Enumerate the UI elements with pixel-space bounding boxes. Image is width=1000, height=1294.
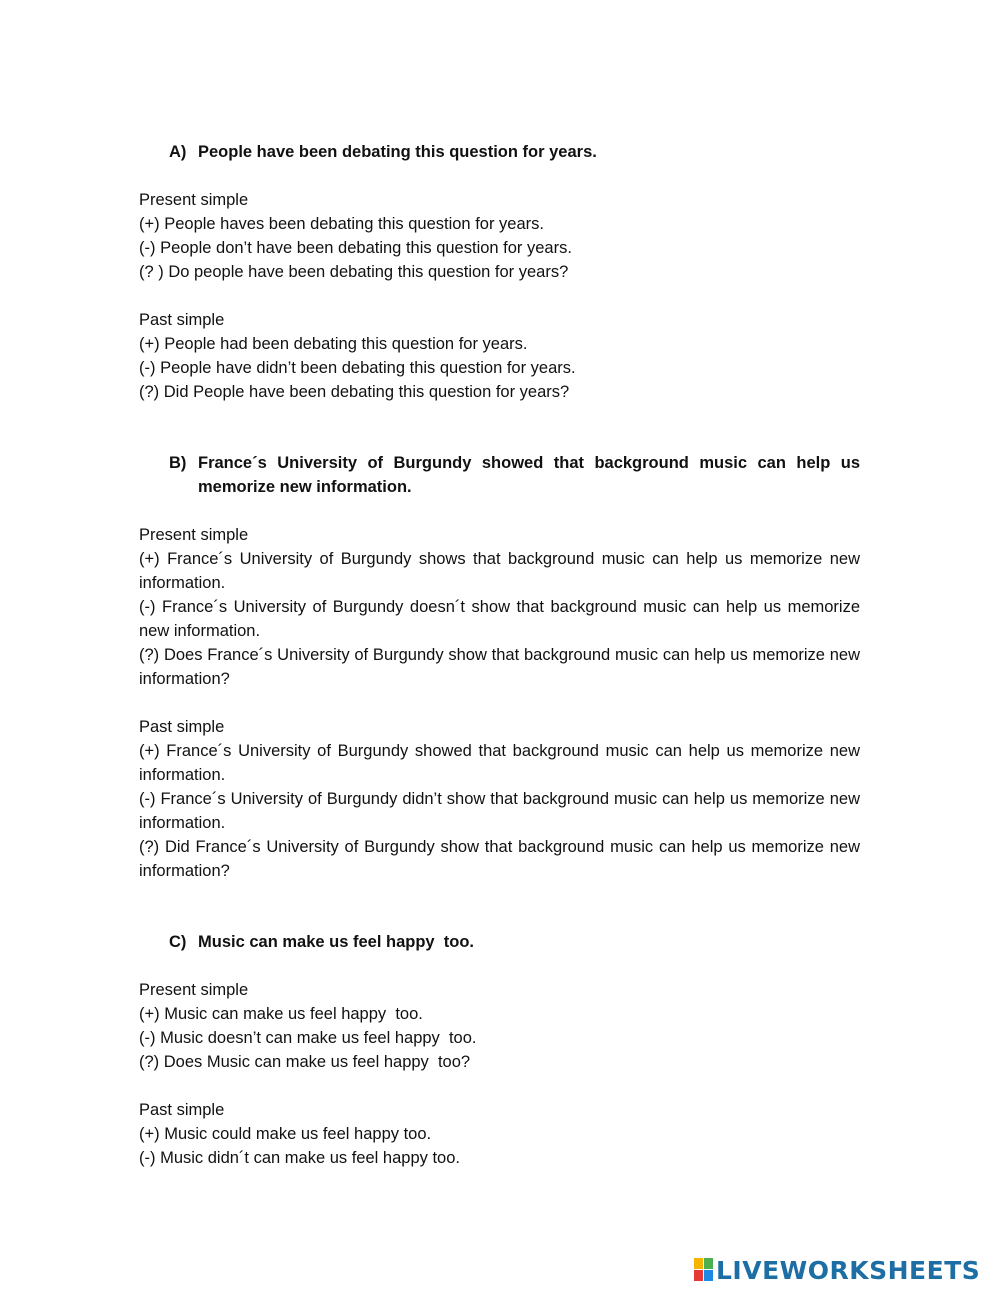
section-c-letter: C) — [169, 933, 187, 951]
sentence-line: (?) Does France´s University of Burgundy show that background music can help us memorize new information? — [139, 646, 860, 688]
section-b-title: France´s University of Burgundy showed that background music can help us memorize new information. — [198, 454, 860, 496]
group-label: Present simple — [139, 191, 249, 209]
sentence-line: (+) France´s University of Burgundy shows that background music can help us memorize new information. — [139, 550, 860, 592]
sentence-line: (?) Did France´s University of Burgundy show that background music can help us memorize new information? — [139, 838, 860, 880]
section-a-letter: A) — [169, 143, 187, 161]
group-label: Past simple — [139, 718, 225, 736]
section-b-present — [139, 523, 860, 691]
logo-text: LIVEWORKSHEETS — [716, 1255, 981, 1285]
section-b-heading — [169, 451, 860, 499]
logo-tile — [704, 1258, 713, 1269]
group-label: Present simple — [139, 981, 249, 999]
sentence-line: (?) Did People have been debating this question for years? — [139, 383, 570, 401]
sentence-line: (+) Music can make us feel happy too. — [139, 1005, 423, 1023]
sentence-line: (+) People had been debating this question for years. — [139, 335, 528, 353]
sentence-line: (-) France´s University of Burgundy doesn´t show that background music can help us memorize new information. — [139, 598, 860, 640]
section-b-past — [139, 715, 860, 883]
logo-tile — [694, 1258, 703, 1269]
section-a-present — [139, 188, 860, 284]
liveworksheets-logo[interactable] — [694, 1256, 980, 1284]
sentence-line: (+) People haves been debating this question for years. — [139, 215, 544, 233]
section-c-heading — [169, 930, 860, 954]
logo-tile — [694, 1270, 703, 1281]
sentence-line: (-) People don’t have been debating this question for years. — [139, 239, 572, 257]
sentence-line: (-) Music didn´t can make us feel happy too. — [139, 1149, 460, 1167]
group-label: Past simple — [139, 311, 225, 329]
sentence-line: (-) People have didn’t been debating this question for years. — [139, 359, 576, 377]
section-c-past — [139, 1098, 860, 1170]
section-a-title: People have been debating this question for years. — [198, 143, 597, 161]
group-label: Present simple — [139, 526, 249, 544]
sentence-line: (-) Music doesn’t can make us feel happy too. — [139, 1029, 477, 1047]
section-c-present — [139, 978, 860, 1074]
section-a — [139, 140, 860, 404]
sentence-line: (? ) Do people have been debating this question for years? — [139, 263, 569, 281]
sentence-line: (+) Music could make us feel happy too. — [139, 1125, 432, 1143]
section-c — [139, 930, 860, 1170]
group-label: Past simple — [139, 1101, 225, 1119]
section-b — [139, 451, 860, 883]
liveworksheets-logo-icon — [694, 1258, 714, 1282]
sentence-line: (+) France´s University of Burgundy showed that background music can help us memorize new information. — [139, 742, 860, 784]
section-c-title: Music can make us feel happy too. — [198, 933, 474, 951]
logo-tile — [704, 1270, 713, 1281]
section-a-past — [139, 308, 860, 404]
section-b-letter: B) — [169, 454, 187, 472]
sentence-line: (?) Does Music can make us feel happy too? — [139, 1053, 471, 1071]
section-a-heading — [169, 140, 860, 164]
sentence-line: (-) France´s University of Burgundy didn’t show that background music can help us memorize new information. — [139, 790, 860, 832]
